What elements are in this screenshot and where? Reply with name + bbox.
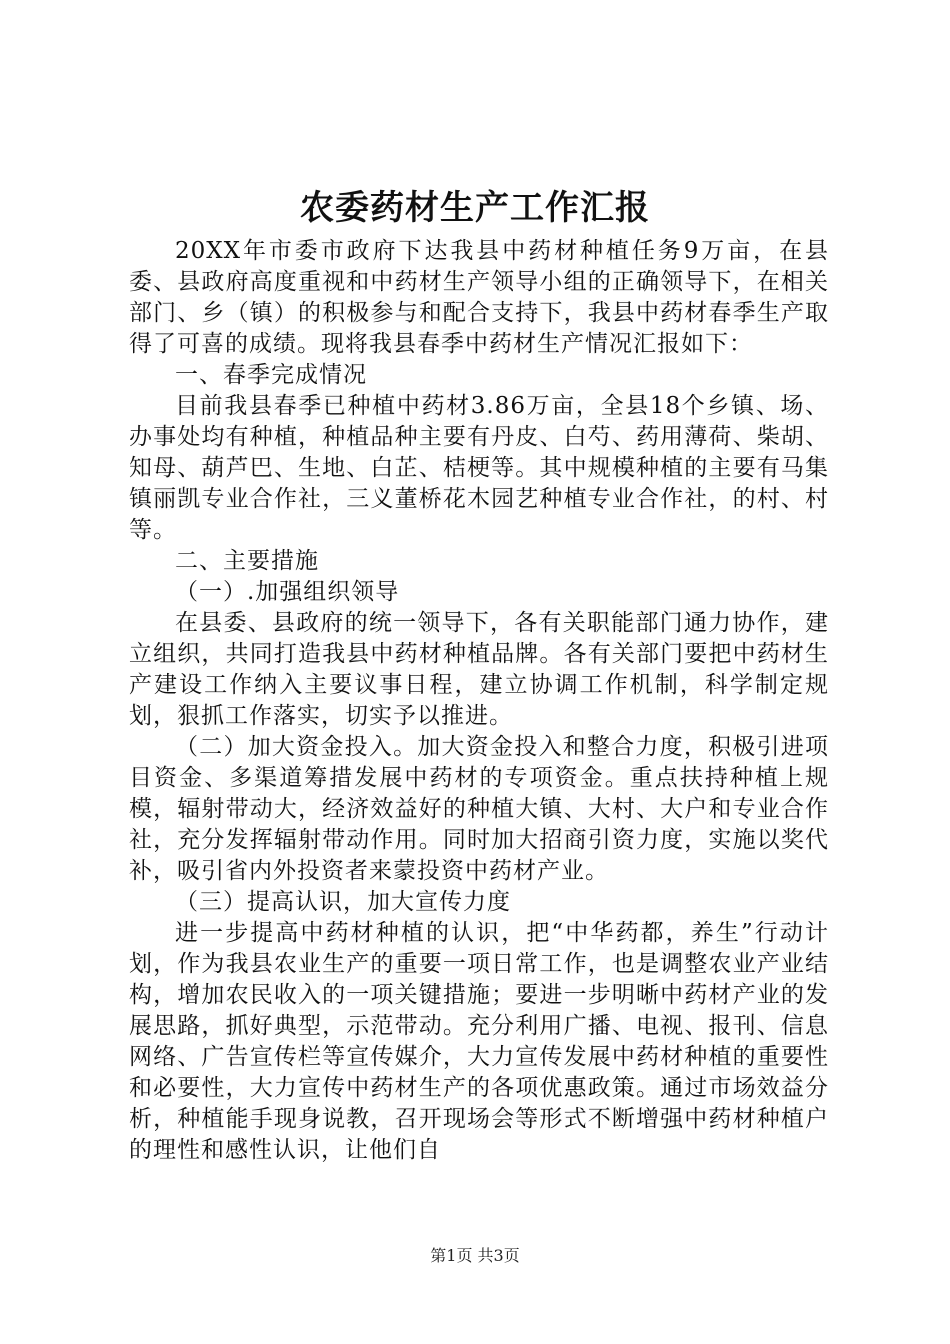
document-body (129, 236, 829, 1166)
paragraph-section-1: 目前我县春季已种植中药材3.86万亩，全县18个乡镇、场、办事处均有种植，种植品种主要有丹皮、白芍、药用薄荷、柴胡、知母、葫芦巴、生地、白芷、桔梗等。其中规模种植的主要有马集镇丽凯专业合作社，三义董桥花木园艺种植专业合作社，的村、村等。 (129, 393, 829, 543)
heading-section-1: 一、春季完成情况 (175, 362, 367, 388)
page-footer: 第1页 共3页 (430, 1246, 520, 1265)
paragraph-subsection-2: （二）加大资金投入。加大资金投入和整合力度，积极引进项目资金、多渠道筹措发展中药材的专项资金。重点扶持种植上规模，辐射带动大，经济效益好的种植大镇、大村、大户和专业合作社，充分发挥辐射带动作用。同时加大招商引资力度，实施以奖代补，吸引省内外投资者来蒙投资中药材产业。 (129, 734, 829, 884)
paragraph-subsection-3: 进一步提高中药材种植的认识，把“中华药都，养生”行动计划，作为我县农业生产的重要一项日常工作，也是调整农业产业结构，增加农民收入的一项关键措施；要进一步明晰中药材产业的发展思路，抓好典型，示范带动。充分利用广播、电视、报刊、信息网络、广告宣传栏等宣传媒介，大力宣传发展中药材种植的重要性和必要性，大力宣传中药材生产的各项优惠政策。通过市场效益分析，种植能手现身说教，召开现场会等形式不断增强中药材种植户的理性和感性认识，让他们自 (129, 920, 829, 1163)
paragraph-intro: 20XX年市委市政府下达我县中药材种植任务9万亩，在县委、县政府高度重视和中药材生产领导小组的正确领导下，在相关部门、乡（镇）的积极参与和配合支持下，我县中药材春季生产取得了可喜的成绩。现将我县春季中药材生产情况汇报如下： (129, 238, 829, 357)
heading-section-2: 二、主要措施 (175, 548, 319, 574)
paragraph-subsection-1: 在县委、县政府的统一领导下，各有关职能部门通力协作，建立组织，共同打造我县中药材种植品牌。各有关部门要把中药材生产建设工作纳入主要议事日程，建立协调工作机制，科学制定规划，狠抓工作落实，切实予以推进。 (129, 610, 829, 729)
document-title: 农委药材生产工作汇报 (300, 188, 650, 228)
heading-subsection-1: （一）.加强组织领导 (175, 579, 400, 605)
heading-subsection-3: （三）提高认识，加大宣传力度 (175, 889, 511, 915)
